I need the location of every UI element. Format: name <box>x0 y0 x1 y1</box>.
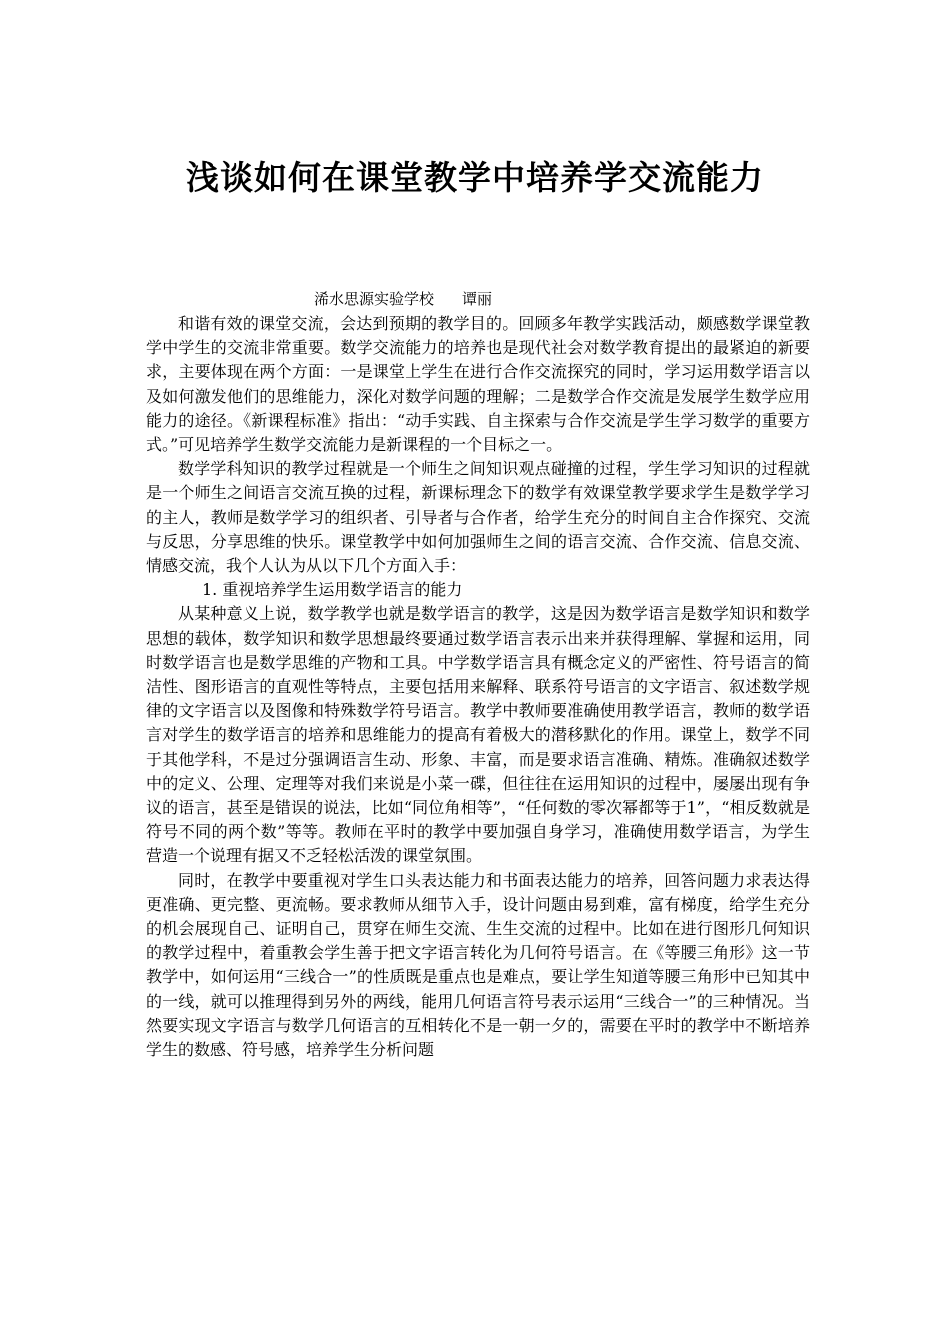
paragraph-intro: 和谐有效的课堂交流，会达到预期的教学目的。回顾多年教学实践活动，颇感数学课堂教学中学生的交流非常重要。数学交流能力的培养也是现代社会对数学教育提出的最紧迫的新要求，主要体现在两个方面：一是课堂上学生在进行合作交流探究的同时，学习运用数学语言以及如何激发他们的思维能力，深化对数学问题的理解；二是数学合作交流是发展学生数学应用能力的途径。《新课程标准》指出：“动手实践、自主探索与合作交流是学生学习数学的重要方式。”可见培养学生数学交流能力是新课程的一个目标之一。 <box>146 314 810 455</box>
document-title: 浅谈如何在课堂教学中培养学交流能力 <box>186 158 764 197</box>
author-name: 谭丽 <box>462 290 493 308</box>
paragraph-teaching-process: 数学学科知识的教学过程就是一个师生之间知识观点碰撞的过程，学生学习知识的过程就是一个师生之间语言交流互换的过程，新课标理念下的数学有效课堂教学要求学生是数学学习的主人，教师是数学学习的组织者、引导者与合作者，给学生充分的时间自主合作探究、交流与反思，分享思维的快乐。课堂教学中如何加强师生之间的语言交流、合作交流、信息交流、情感交流，我个人认为从以下几个方面入手： <box>146 459 810 576</box>
byline <box>314 288 492 309</box>
paragraph-math-language: 从某种意义上说，数学教学也就是数学语言的教学，这是因为数学语言是数学知识和数学思想的载体，数学知识和数学思想最终要通过数学语言表示出来并获得理解、掌握和运用，同时数学语言也是数学思维的产物和工具。中学数学语言具有概念定义的严密性、符号语言的简洁性、图形语言的直观性等特点，主要包括用来解释、联系符号语言的文字语言、叙述数学规律的文字语言以及图像和特殊数学符号语言。教学中教师要准确使用教学语言，教师的数学语言对学生的数学语言的培养和思维能力的提高有着极大的潜移默化的作用。课堂上，数学不同于其他学科，不是过分强调语言生动、形象、丰富，而是要求语言准确、精炼。准确叙述数学中的定义、公理、定理等对我们来说是小菜一碟，但往往在运用知识的过程中，屡屡出现有争议的语言，甚至是错误的说法，比如“同位角相等”，“任何数的零次幂都等于1”，“相反数就是符号不同的两个数”等等。教师在平时的教学中要加强自身学习，准确使用数学语言，为学生营造一个说理有据又不乏轻松活泼的课堂氛围。 <box>146 604 810 866</box>
document-body <box>146 312 810 1062</box>
paragraph-expression-ability: 同时，在教学中要重视对学生口头表达能力和书面表达能力的培养，回答问题力求表达得更准确、更完整、更流畅。要求教师从细节入手，设计问题由易到难，富有梯度，给学生充分的机会展现自己、证明自己，贯穿在师生交流、生生交流的过程中。比如在进行图形几何知识的教学过程中，着重教会学生善于把文字语言转化为几何符号语言。在《等腰三角形》这一节教学中，如何运用“三线合一”的性质既是重点也是难点，要让学生知道等腰三角形中已知其中的一线，就可以推理得到另外的两线，能用几何语言符号表示运用“三线合一”的三种情况。当然要实现文字语言与数学几何语言的互相转化不是一朝一夕的，需要在平时的教学中不断培养学生的数感、符号感，培养学生分析问题 <box>146 870 810 1060</box>
section-heading-1: 1. 重视培养学生运用数学语言的能力 <box>202 580 463 600</box>
school-name: 浠水思源实验学校 <box>314 290 435 308</box>
